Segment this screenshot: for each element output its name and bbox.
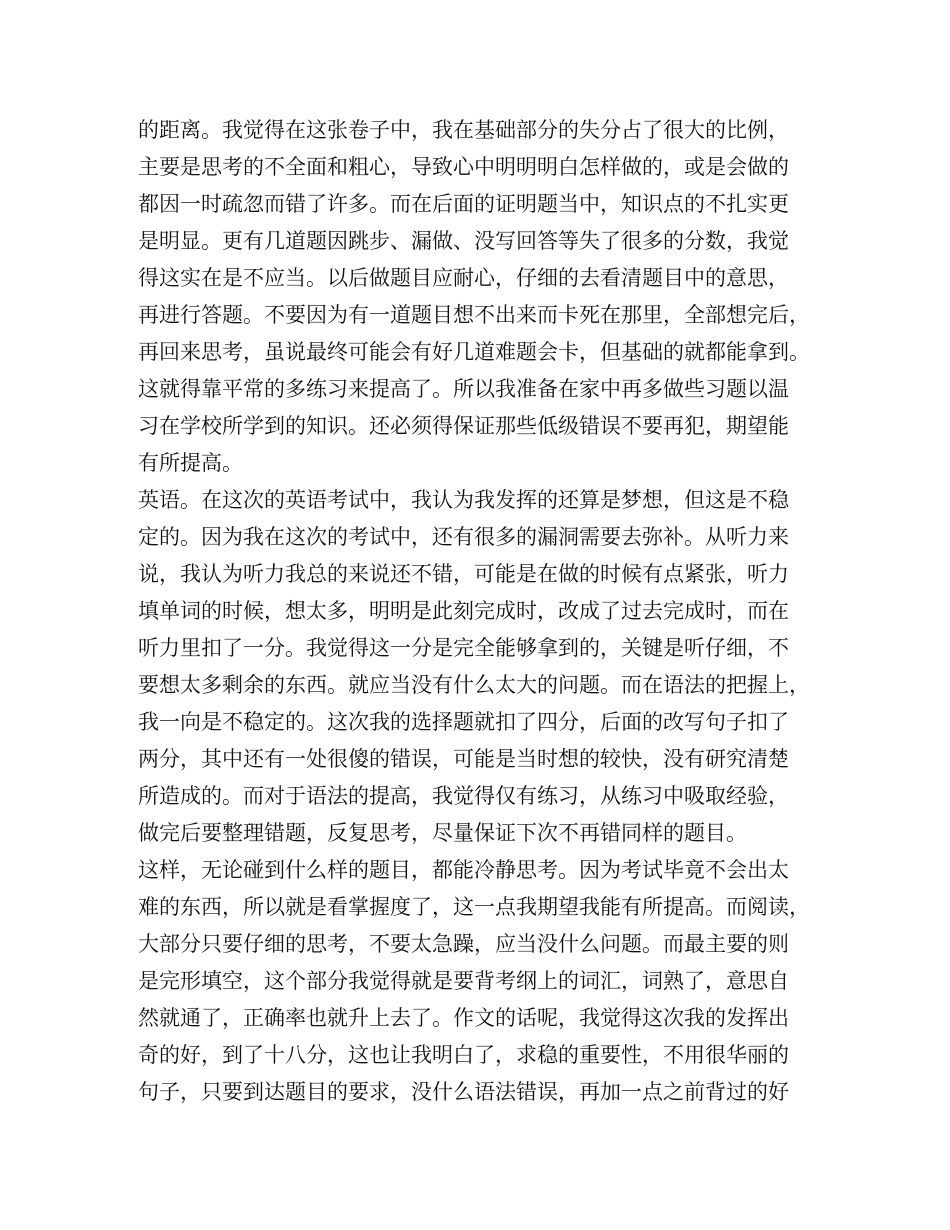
text-line: 习在学校所学到的知识。还必须得保证那些低级错误不要再犯，期望能 xyxy=(138,414,789,438)
text-line: 是完形填空，这个部分我觉得就是要背考纲上的词汇，词熟了，意思自 xyxy=(138,969,789,993)
text-line: 再回来思考，虽说最终可能会有好几道难题会卡，但基础的就都能拿到。 xyxy=(138,340,810,364)
text-line: 填单词的时候，想太多，明明是此刻完成时，改成了过去完成时，而在 xyxy=(138,599,789,623)
text-line: 奇的好，到了十八分，这也让我明白了，求稳的重要性，不用很华丽的 xyxy=(138,1043,789,1067)
text-line: 我一向是不稳定的。这次我的选择题就扣了四分，后面的改写句子扣了 xyxy=(138,710,789,734)
text-line: 得这实在是不应当。以后做题目应耐心，仔细的去看清题目中的意思， xyxy=(138,266,789,290)
text-line: 再进行答题。不要因为有一道题目想不出来而卡死在那里，全部想完后， xyxy=(138,303,810,327)
text-line: 这样，无论碰到什么样的题目，都能冷静思考。因为考试毕竟不会出太 xyxy=(138,858,789,882)
text-line: 听力里扣了一分。我觉得这一分是完全能够拿到的，关键是听仔细，不 xyxy=(138,636,789,660)
text-line: 要想太多剩余的东西。就应当没有什么太大的问题。而在语法的把握上， xyxy=(138,673,810,697)
text-line: 句子，只要到达题目的要求，没什么语法错误，再加一点之前背过的好 xyxy=(138,1080,789,1104)
text-line: 所造成的。而对于语法的提高，我觉得仅有练习，从练习中吸取经验， xyxy=(138,784,789,808)
text-line: 的距离。我觉得在这张卷子中，我在基础部分的失分占了很大的比例， xyxy=(138,118,789,142)
text-line: 然就通了，正确率也就升上去了。作文的话呢，我觉得这次我的发挥出 xyxy=(138,1006,789,1030)
text-line: 大部分只要仔细的思考，不要太急躁，应当没什么问题。而最主要的则 xyxy=(138,932,789,956)
text-line: 定的。因为我在这次的考试中，还有很多的漏洞需要去弥补。从听力来 xyxy=(138,525,789,549)
text-line: 这就得靠平常的多练习来提高了。所以我准备在家中再多做些习题以温 xyxy=(138,377,789,401)
text-line: 做完后要整理错题，反复思考，尽量保证下次不再错同样的题目。 xyxy=(138,821,747,845)
text-line: 难的东西，所以就是看掌握度了，这一点我期望我能有所提高。而阅读， xyxy=(138,895,810,919)
text-line: 是明显。更有几道题因跳步、漏做、没写回答等失了很多的分数，我觉 xyxy=(138,229,789,253)
text-line: 都因一时疏忽而错了许多。而在后面的证明题当中，知识点的不扎实更 xyxy=(138,192,789,216)
text-line: 说，我认为听力我总的来说还不错，可能是在做的时候有点紧张，听力 xyxy=(138,562,789,586)
text-line: 有所提高。 xyxy=(138,451,243,475)
text-line: 两分，其中还有一处很傻的错误，可能是当时想的较快，没有研究清楚 xyxy=(138,747,789,771)
text-line: 英语。在这次的英语考试中，我认为我发挥的还算是梦想，但这是不稳 xyxy=(138,488,789,512)
body-text xyxy=(138,112,828,1111)
text-line: 主要是思考的不全面和粗心，导致心中明明明白怎样做的，或是会做的 xyxy=(138,155,789,179)
